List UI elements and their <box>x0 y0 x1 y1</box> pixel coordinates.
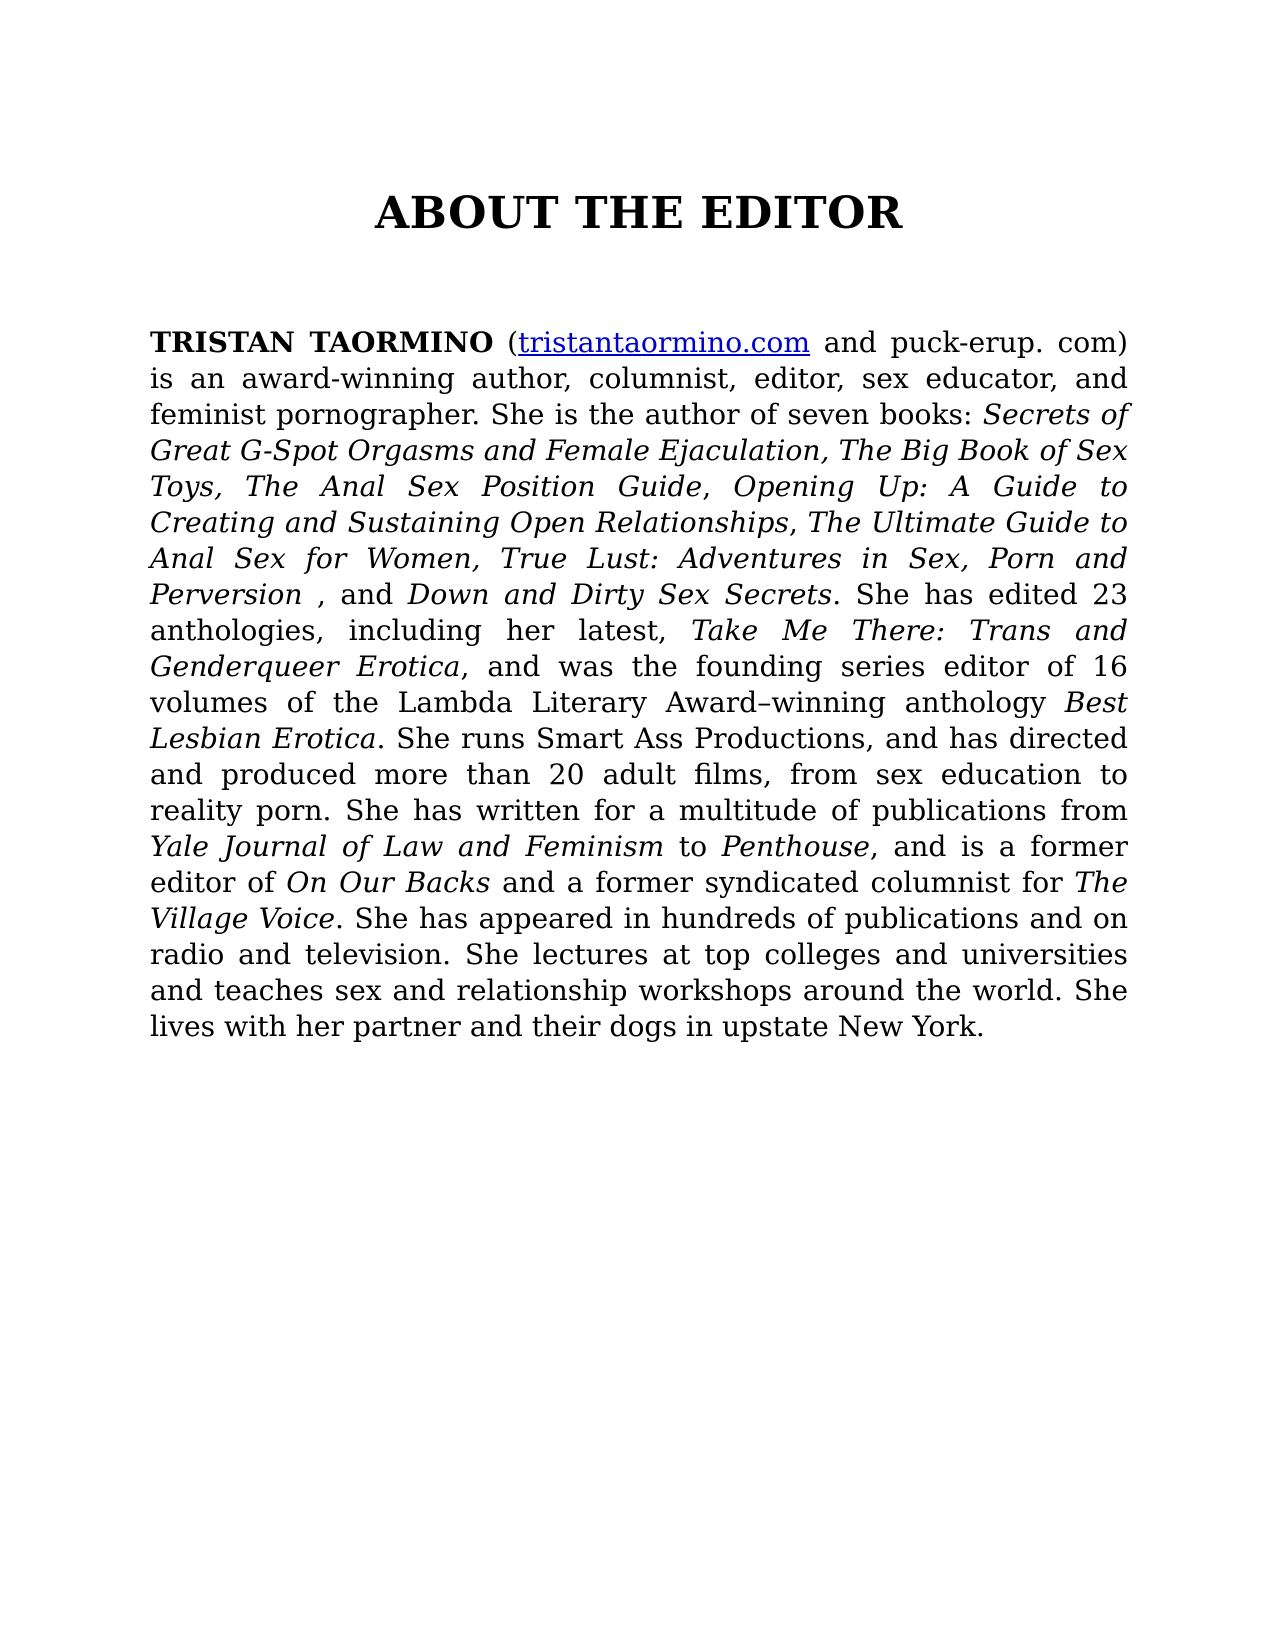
editor-bio <box>150 325 1128 1045</box>
bio-text: to <box>664 830 722 863</box>
anthology-title: Take Me There: Trans and Genderqueer Erotica <box>150 614 1128 683</box>
bio-text: . She has edited 23 anthologies, including her latest, <box>150 578 1129 647</box>
page-title: ABOUT THE EDITOR <box>375 188 903 239</box>
bio-text: and puck-erup. com) is an award-winning author, columnist, editor, sex educator, and feminist pornographer. She is the author of seven books: <box>150 326 1128 431</box>
publication-title: The Village Voice <box>150 866 1129 935</box>
bio-text: , and was the founding series editor of 16 volumes of the Lambda Literary Award–winning anthology <box>150 650 1128 719</box>
publication-title: Yale Journal of Law and Feminism <box>150 830 665 863</box>
website-link[interactable]: tristantaormino.com <box>518 326 811 359</box>
publication-title: Penthouse <box>721 830 870 863</box>
bio-text: , and is a former editor of <box>150 830 1129 899</box>
editor-name: TRISTAN TAORMINO <box>150 326 494 359</box>
anthology-title: Best Lesbian Erotica <box>150 686 1128 755</box>
bio-text: . She runs Smart Ass Productions, and has directed and produced more than 20 adult films, from sex education to reality porn. She has written for a multitude of publications from <box>150 722 1128 827</box>
book-title: The Ultimate Guide to Anal Sex for Women, True Lust: Adventures in Sex, Porn and Perversion <box>150 506 1128 611</box>
bio-text: . She has appeared in hundreds of publications and on radio and television. She lectures at top colleges and universities and teaches sex and relationship workshops around the world. She lives with her partner and their dogs in upstate New York. <box>150 902 1128 1043</box>
bio-text: ( <box>493 326 519 359</box>
book-title: Opening Up: A Guide to Creating and Sustaining Open Relationships <box>150 470 1128 539</box>
bio-text: , <box>788 506 808 539</box>
book-title: Secrets of Great G-Spot Orgasms and Female Ejaculation, The Big Book of Sex Toys, The Anal Sex Position Guide <box>150 398 1129 503</box>
bio-text: and a former syndicated columnist for <box>490 866 1075 899</box>
bio-text: , and <box>302 578 408 611</box>
publication-title: On Our Backs <box>286 866 491 899</box>
bio-text: , <box>702 470 734 503</box>
book-title: Down and Dirty Sex Secrets <box>407 578 833 611</box>
